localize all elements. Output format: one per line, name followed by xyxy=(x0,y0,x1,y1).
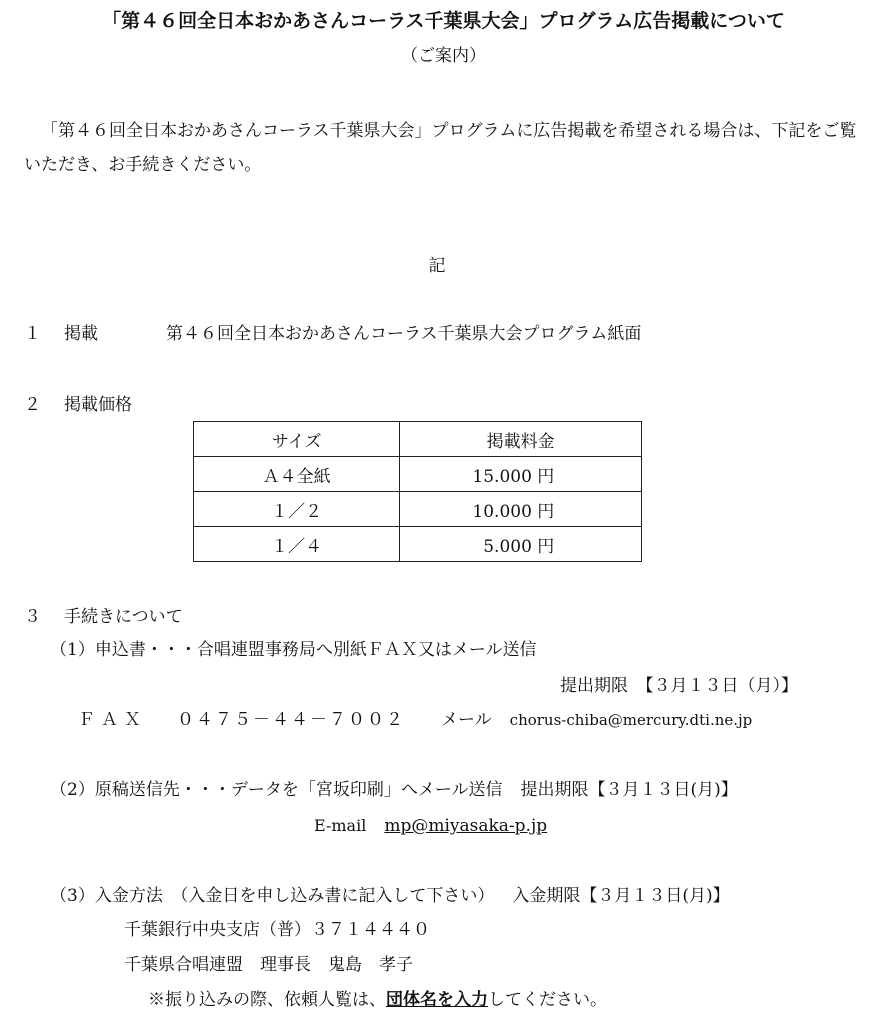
section-3-number: ３ xyxy=(24,607,41,627)
fax-number: ０４７５－４４－７００２ xyxy=(177,710,405,730)
item-1-contact xyxy=(78,708,752,732)
table-cell-price xyxy=(400,527,642,562)
item-2-email xyxy=(314,814,547,838)
section-1-label: 掲載 xyxy=(64,324,98,344)
table-row xyxy=(194,492,642,527)
table-cell-size: １／４ xyxy=(194,527,400,562)
section-3 xyxy=(24,605,183,629)
section-2-number: ２ xyxy=(24,395,41,415)
table-header-price: 掲載料金 xyxy=(400,422,642,457)
ki-heading: 記 xyxy=(428,256,446,276)
mail-label: メール xyxy=(441,710,492,730)
bank-info: 千葉銀行中央支店（普）３７１４４４０ xyxy=(124,920,430,940)
note-suffix: してください。 xyxy=(488,990,607,1010)
table-cell-price xyxy=(400,492,642,527)
price-value: 5.000 円 xyxy=(483,536,555,557)
account-name: 千葉県合唱連盟 理事長 鬼島 孝子 xyxy=(124,955,413,975)
table-cell-price xyxy=(400,457,642,492)
item-1-deadline: 提出期限 【３月１３日（月）】 xyxy=(560,676,798,696)
item-3-text: （3）入金方法 （入金日を申し込み書に記入して下さい） xyxy=(50,886,495,906)
item-3-line xyxy=(50,884,730,908)
email-address[interactable]: mp@miyasaka-p.jp xyxy=(384,816,548,836)
table-cell-size: Ａ４全紙 xyxy=(194,457,400,492)
table-row xyxy=(194,527,642,562)
intro-paragraph: 「第４６回全日本おかあさんコーラス千葉県大会」プログラムに広告掲載を希望される場合は、下記をご覧いただき、お手続きください。 xyxy=(24,121,857,175)
price-value: 10.000 円 xyxy=(472,501,555,522)
table-cell-size: １／２ xyxy=(194,492,400,527)
page-subtitle: （ご案内） xyxy=(401,46,486,66)
table-header-row xyxy=(194,422,642,457)
section-3-label: 手続きについて xyxy=(64,607,183,627)
section-2 xyxy=(24,393,132,417)
table-header-size: サイズ xyxy=(194,422,400,457)
item-2-text: （2）原稿送信先・・・データを「宮坂印刷」へメール送信 xyxy=(50,780,503,800)
note-emphasis: 団体名を入力 xyxy=(386,990,488,1010)
price-value: 15.000 円 xyxy=(472,466,555,487)
section-1-number: １ xyxy=(24,324,41,344)
mail-address[interactable]: chorus-chiba@mercury.dti.ne.jp xyxy=(509,711,753,729)
fax-label: ＦＡＸ xyxy=(78,710,147,730)
section-1-text: 第４６回全日本おかあさんコーラス千葉県大会プログラム紙面 xyxy=(166,324,642,344)
item-1-line: （1）申込書・・・合唱連盟事務局へ別紙ＦＡＸ又はメール送信 xyxy=(50,640,537,660)
page-title: 「第４６回全日本おかあさんコーラス千葉県大会」プログラム広告掲載について xyxy=(102,10,785,32)
section-1 xyxy=(24,322,641,346)
item-3-deadline: 入金期限【３月１３日(月)】 xyxy=(512,886,730,906)
table-row xyxy=(194,457,642,492)
item-2-deadline: 提出期限【３月１３日(月)】 xyxy=(520,780,738,800)
price-table xyxy=(193,421,642,562)
note-prefix: ※振り込みの際、依頼人覧は、 xyxy=(148,990,386,1010)
section-2-label: 掲載価格 xyxy=(64,395,132,415)
transfer-note xyxy=(148,988,607,1012)
item-2-line xyxy=(50,778,738,802)
email-label: E-mail xyxy=(314,816,367,835)
